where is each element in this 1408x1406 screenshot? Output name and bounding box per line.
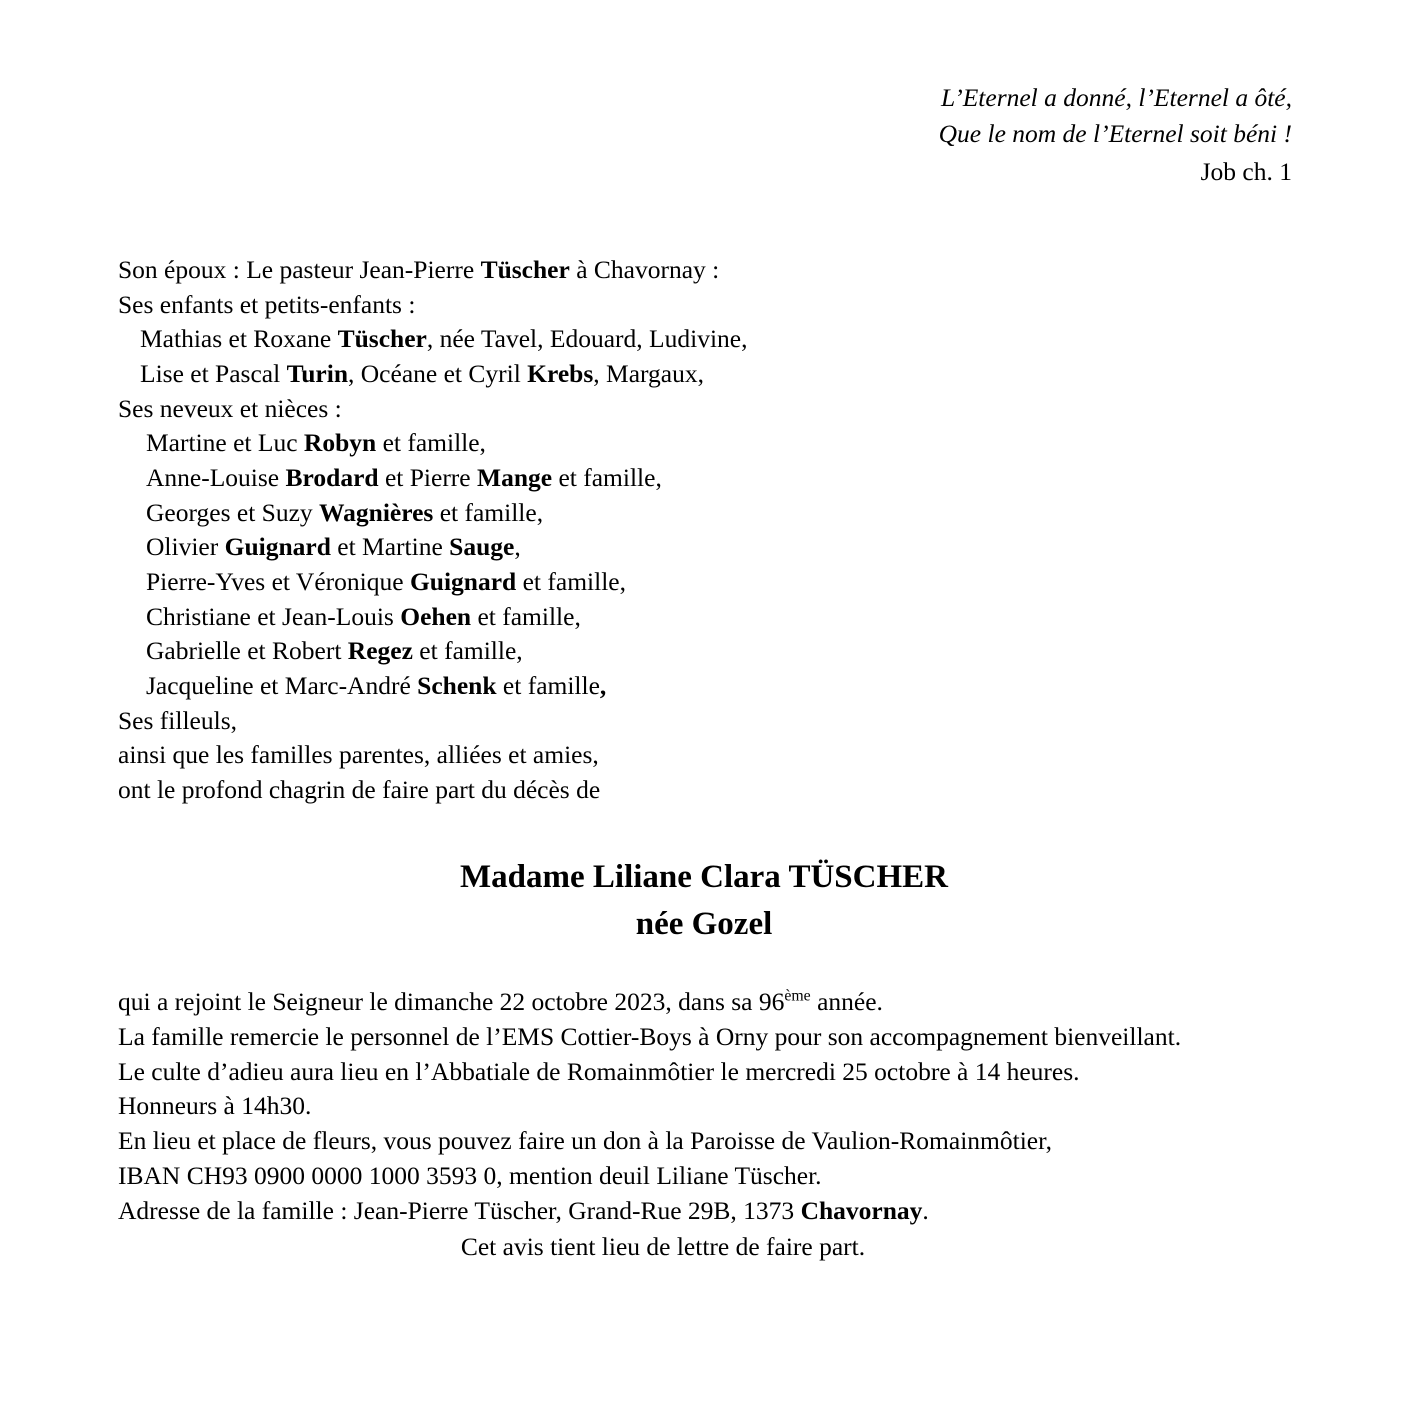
nephew-line-4 xyxy=(118,530,1298,565)
nephew-6-surname: Oehen xyxy=(400,601,472,631)
nephew-line-5 xyxy=(118,565,1298,600)
spouse-intro: Son époux : Le pasteur Jean-Pierre xyxy=(118,255,481,284)
nephew-1-names: Martine et Luc xyxy=(146,428,304,458)
thanks-line: La famille remercie le personnel de l’EMS Cottier-Boys à Orny pour son accompagnement bienveillant. xyxy=(118,1021,1182,1051)
nephew-7-surname: Regez xyxy=(347,636,413,666)
child-line-2 xyxy=(118,357,1298,392)
death-age-ordinal: ème xyxy=(784,987,811,1005)
nephew-line-8 xyxy=(118,669,1298,704)
nephew-4-mid: et Martine xyxy=(330,532,450,562)
nephew-2-surname: Brodard xyxy=(285,463,379,493)
spouse-tail: à Chavornay : xyxy=(569,255,720,284)
donation-line: En lieu et place de fleurs, vous pouvez faire un don à la Paroisse de Vaulion-Romainmôtier, xyxy=(118,1126,1052,1156)
nephew-line-7 xyxy=(118,634,1298,669)
survivors-block xyxy=(118,253,1298,808)
deceased-name: Madame Liliane Clara TÜSCHER xyxy=(460,859,948,895)
death-date-tail: année. xyxy=(810,987,883,1016)
nephew-4-surname-2: Sauge xyxy=(449,532,515,562)
address-city: Chavornay xyxy=(800,1195,923,1225)
epigraph-source: Job ch. 1 xyxy=(1200,157,1292,187)
nephew-4-surname: Guignard xyxy=(224,532,331,562)
nephew-6-tail: et famille, xyxy=(471,601,581,631)
death-date-line xyxy=(118,985,1318,1020)
announcement-line: ont le profond chagrin de faire part du décès de xyxy=(118,775,601,805)
nephew-4-tail: , xyxy=(514,532,521,562)
iban-line: IBAN CH93 0900 0000 1000 3593 0, mention deuil Liliane Tüscher. xyxy=(118,1160,822,1190)
nephew-1-tail: et famille, xyxy=(376,428,486,458)
child-2-surname: Turin xyxy=(286,359,349,389)
nephew-2-names: Anne-Louise xyxy=(146,463,286,493)
address-text: Adresse de la famille : Jean-Pierre Tüscher, Grand-Rue 29B, 1373 xyxy=(118,1195,801,1225)
notice-line: Cet avis tient lieu de lettre de faire part. xyxy=(460,1231,866,1261)
nephew-7-names: Gabrielle et Robert xyxy=(146,636,348,666)
nephews-heading: Ses neveux et nièces : xyxy=(118,393,342,423)
nephew-2-tail: et famille, xyxy=(552,463,662,493)
godchildren-line: Ses filleuls, xyxy=(118,705,237,735)
nephew-2-mid: et Pierre xyxy=(378,463,477,493)
nephew-7-tail: et famille, xyxy=(412,636,523,666)
epigraph-line-2: Que le nom de l’Eternel soit béni ! xyxy=(938,119,1292,149)
epigraph-line-1: L’Eternel a donné, l’Eternel a ôté, xyxy=(940,83,1292,112)
address-tail: . xyxy=(922,1195,929,1225)
nephew-line-1 xyxy=(118,426,1298,461)
nephew-8-tail: et famille xyxy=(496,671,600,701)
nephew-3-tail: et famille, xyxy=(433,497,544,527)
children-heading: Ses enfants et petits-enfants : xyxy=(118,289,416,319)
nephew-line-6 xyxy=(118,600,1298,635)
families-line: ainsi que les familles parentes, alliées et amies, xyxy=(118,740,599,770)
child-2-mid: , Océane et Cyril xyxy=(348,359,528,389)
nephew-5-names: Pierre-Yves et Véronique xyxy=(146,567,410,597)
address-line xyxy=(118,1194,1318,1229)
closing-block xyxy=(118,985,1318,1264)
deceased-maiden-name: née Gozel xyxy=(635,905,773,942)
child-2-names: Lise et Pascal xyxy=(140,359,287,389)
nephew-4-names: Olivier xyxy=(146,532,225,562)
nephew-5-tail: et famille, xyxy=(516,567,626,597)
honors-line: Honneurs à 14h30. xyxy=(118,1091,312,1121)
spouse-line xyxy=(118,253,1298,288)
nephew-2-surname-2: Mange xyxy=(477,463,553,493)
child-1-tail: , née Tavel, Edouard, Ludivine, xyxy=(426,324,748,354)
child-2-tail: , Margaux, xyxy=(593,359,704,389)
spouse-surname: Tüscher xyxy=(480,255,570,284)
nephew-line-2 xyxy=(118,461,1298,496)
nephew-3-surname: Wagnières xyxy=(319,497,434,527)
child-1-names: Mathias et Roxane xyxy=(140,324,338,354)
nephew-8-surname: Schenk xyxy=(417,671,497,701)
nephew-8-names: Jacqueline et Marc-André xyxy=(146,671,418,701)
ceremony-line: Le culte d’adieu aura lieu en l’Abbatiale de Romainmôtier le mercredi 25 octobre à 14 heures. xyxy=(118,1056,1080,1086)
nephew-8-comma: , xyxy=(599,671,607,701)
child-line-1 xyxy=(118,322,1298,357)
nephew-5-surname: Guignard xyxy=(409,567,517,597)
nephew-line-3 xyxy=(118,496,1298,531)
epigraph xyxy=(939,80,1292,191)
nephew-3-names: Georges et Suzy xyxy=(146,497,320,527)
deceased-name-block xyxy=(0,855,1408,947)
death-date-text: qui a rejoint le Seigneur le dimanche 22 octobre 2023, dans sa 96 xyxy=(118,987,785,1016)
child-1-surname: Tüscher xyxy=(337,324,427,354)
child-2-surname-2: Krebs xyxy=(527,359,594,389)
nephew-6-names: Christiane et Jean-Louis xyxy=(146,601,401,631)
nephew-1-surname: Robyn xyxy=(303,428,377,458)
